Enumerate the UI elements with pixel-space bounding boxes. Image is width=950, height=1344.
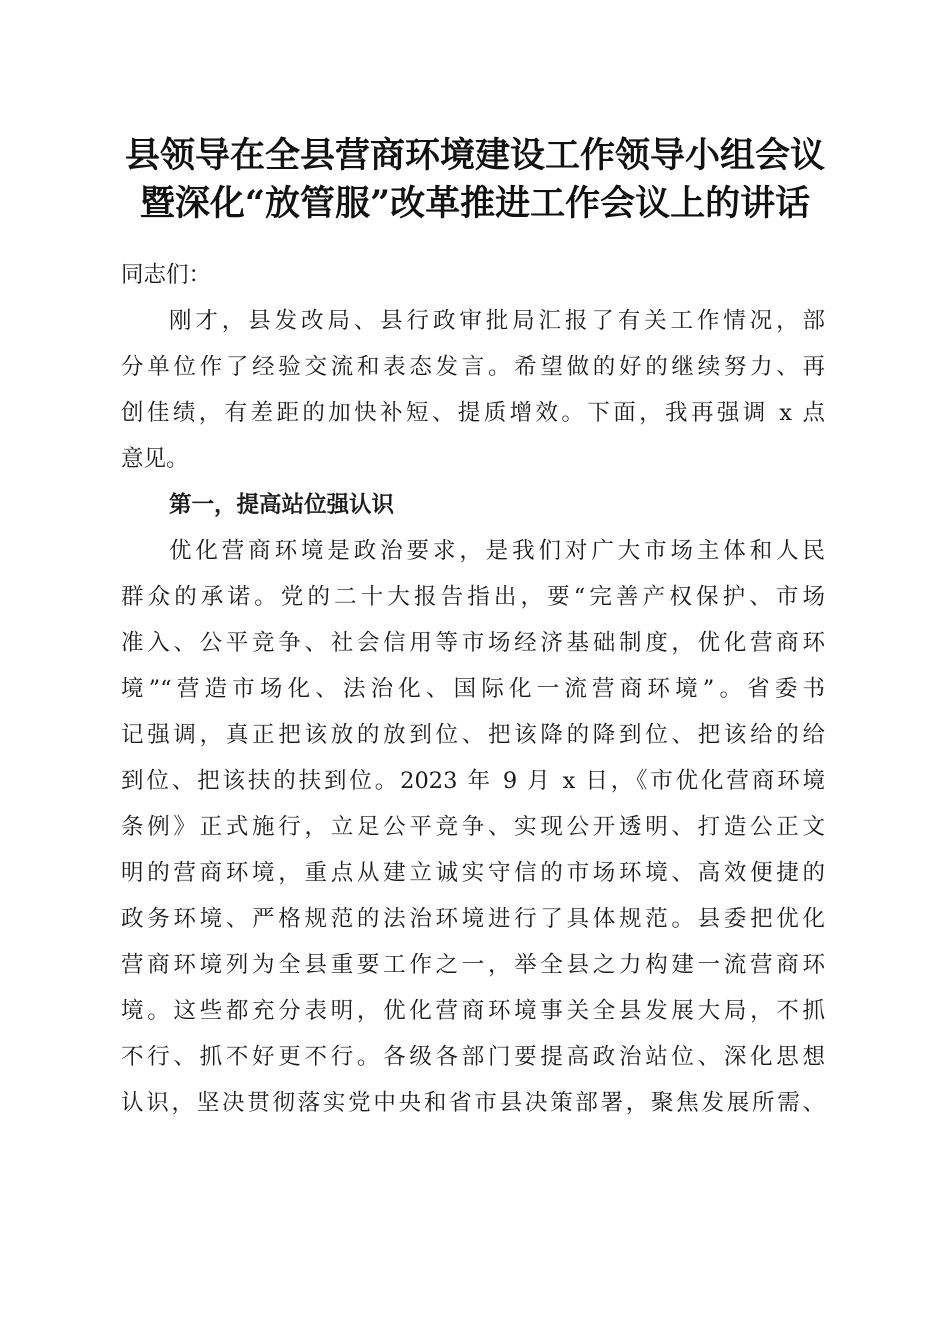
paragraph-line: 群众的承诺。党的二十大报告指出，要“完善产权保护、市场: [121, 584, 825, 610]
paragraph-line: 境。这些都充分表明，优化营商环境事关全县发展大局，不抓: [121, 998, 825, 1024]
document-title: [100, 132, 850, 228]
paragraph-line: 政务环境、严格规范的法治环境进行了具体规范。县委把优化: [121, 906, 825, 932]
salutation: 同志们：: [121, 262, 212, 288]
section-heading: 第一，提高站位强认识: [169, 492, 395, 518]
document-body: [121, 252, 825, 1126]
paragraph-line: 条例》正式施行，立足公平竞争、实现公开透明、打造公正文: [121, 814, 825, 840]
paragraph-line: 不行、抓不好更不行。各级各部门要提高政治站位、深化思想: [121, 1044, 825, 1070]
paragraph-line: 境”“营造市场化、法治化、国际化一流营商环境”。省委书: [121, 676, 825, 702]
paragraph-line: 准入、公平竞争、社会信用等市场经济基础制度，优化营商环: [121, 630, 825, 656]
intro-line: 创佳绩，有差距的加快补短、提质增效。下面，我再强调 x 点: [121, 400, 825, 426]
paragraph-line: 营商环境列为全县重要工作之一，举全县之力构建一流营商环: [121, 952, 825, 978]
intro-line: 刚才，县发改局、县行政审批局汇报了有关工作情况，部: [169, 308, 825, 334]
paragraph-line: 到位、把该扶的扶到位。2023 年 9 月 x 日，《市优化营商环境: [121, 768, 825, 794]
paragraph-line: 认识，坚决贯彻落实党中央和省市县决策部署，聚焦发展所需、: [121, 1090, 825, 1116]
intro-paragraph: [121, 298, 825, 482]
intro-line: 分单位作了经验交流和表态发言。希望做的好的继续努力、再: [121, 354, 825, 380]
paragraph-line: 优化营商环境是政治要求，是我们对广大市场主体和人民: [169, 538, 825, 564]
title-line-1: 县领导在全县营商环境建设工作领导小组会议: [124, 135, 825, 176]
section-paragraph: [121, 528, 825, 1126]
title-line-2: 暨深化“放管服”改革推进工作会议上的讲话: [139, 183, 811, 224]
paragraph-line: 明的营商环境，重点从建立诚实守信的市场环境、高效便捷的: [121, 860, 825, 886]
paragraph-line: 记强调，真正把该放的放到位、把该降的降到位、把该给的给: [121, 722, 825, 748]
intro-line: 意见。: [121, 446, 189, 472]
